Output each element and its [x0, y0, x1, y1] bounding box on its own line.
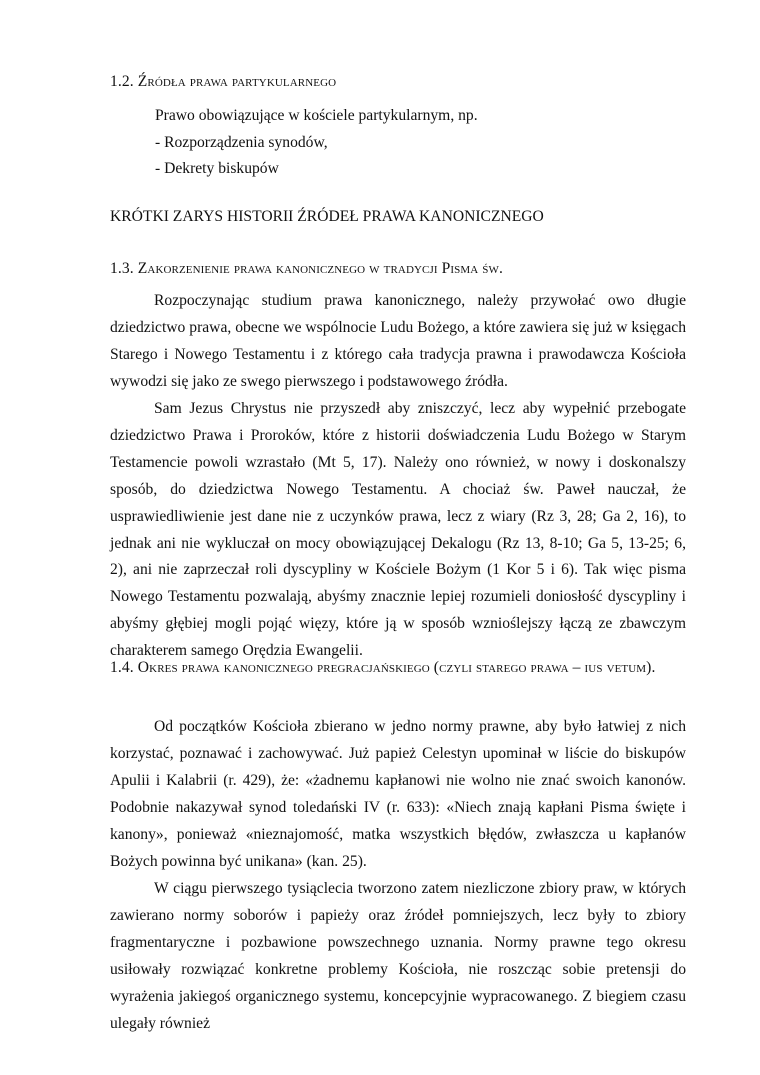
list-item-synods: - Rozporządzenia synodów, [155, 134, 328, 151]
section-heading-1-4: 1.4. Okres prawa kanonicznego pregracjańskiego (czyli starego prawa – ius vetum). [110, 659, 656, 676]
list-item-decrees: - Dekrety biskupów [155, 160, 279, 177]
section-heading-1-3: 1.3. Zakorzenienie prawa kanonicznego w tradycji Pisma św. [110, 260, 504, 277]
section-heading-1-2: 1.2. Źródła prawa partykularnego [110, 73, 337, 90]
paragraph-1-4-2: W ciągu pierwszego tysiąclecia tworzono zatem niezliczone zbiory praw, w których zawierano normy soborów i papieży oraz źródeł pomniejszych, lecz były to zbiory fragmentaryczne i pozbawione powszechnego uznania. Normy prawne tego okresu usiłowały rozwiązać konkretne problemy Kościoła, nie roszcząc sobie pretensji do wyrażenia jakiegoś organicznego systemu, koncepcyjnie wypracowanego. Z biegiem czasu ulegały również [110, 880, 686, 1032]
paragraph-1-3-1: Rozpoczynając studium prawa kanonicznego, należy przywołać owo długie dziedzictwo prawa, obecne we wspólnocie Ludu Bożego, a które zawiera się już w księgach Starego i Nowego Testamentu i z którego cała tradycja prawna i prawodawcza Kościoła wywodzi się jako ze swego pierwszego i podstawowego źródła. [110, 292, 686, 390]
section-1-2-intro: Prawo obowiązujące w kościele partykularnym, np. [155, 107, 478, 124]
paragraph-1-4-1: Od początków Kościoła zbierano w jedno normy prawne, aby było łatwiej z nich korzystać, poznawać i zachowywać. Już papież Celestyn upominał w liście do biskupów Apulii i Kalabrii (r. 429), że: «żadnemu kapłanowi nie wolno nie znać swoich kanonów. Podobnie nakazywał synod toledański IV (r. 633): «Niech znają kapłani Pisma święte i kanony», ponieważ «nieznajomość, matka wszystkich błędów, zwłaszcza u kapłanów Bożych powinna być unikana» (kan. 25). [110, 718, 686, 870]
paragraph-1-3-2: Sam Jezus Chrystus nie przyszedł aby zniszczyć, lecz aby wypełnić przebogate dziedzictwo Prawa i Proroków, które z historii doświadczenia Ludu Bożego w Starym Testamencie powoli wzrastało (Mt 5, 17). Należy ono również, w nowy i doskonalszy sposób, do dziedzictwa Nowego Testamentu. A chociaż św. Paweł nauczał, że usprawiedliwienie jest dane nie z uczynków prawa, lecz z wiary (Rz 3, 28; Ga 2, 16), to jednak ani nie wykluczał on mocy obowiązującej Dekalogu (Rz 13, 8-10; Ga 5, 13-25; 6, 2), ani nie zaprzeczał roli dyscypliny w Kościele Bożym (1 Kor 5 i 6). Tak więc pisma Nowego Testamentu pozwalają, abyśmy znacznie lepiej rozumieli doniosłość dyscypliny i abyśmy głębiej mogli pojąć więzy, które ją w sposób wznioślejszy łączą ze zbawczym charakterem samego Orędzia Ewangelii. [110, 400, 686, 660]
history-heading: KRÓTKI ZARYS HISTORII ŹRÓDEŁ PRAWA KANONICZNEGO [110, 208, 544, 225]
